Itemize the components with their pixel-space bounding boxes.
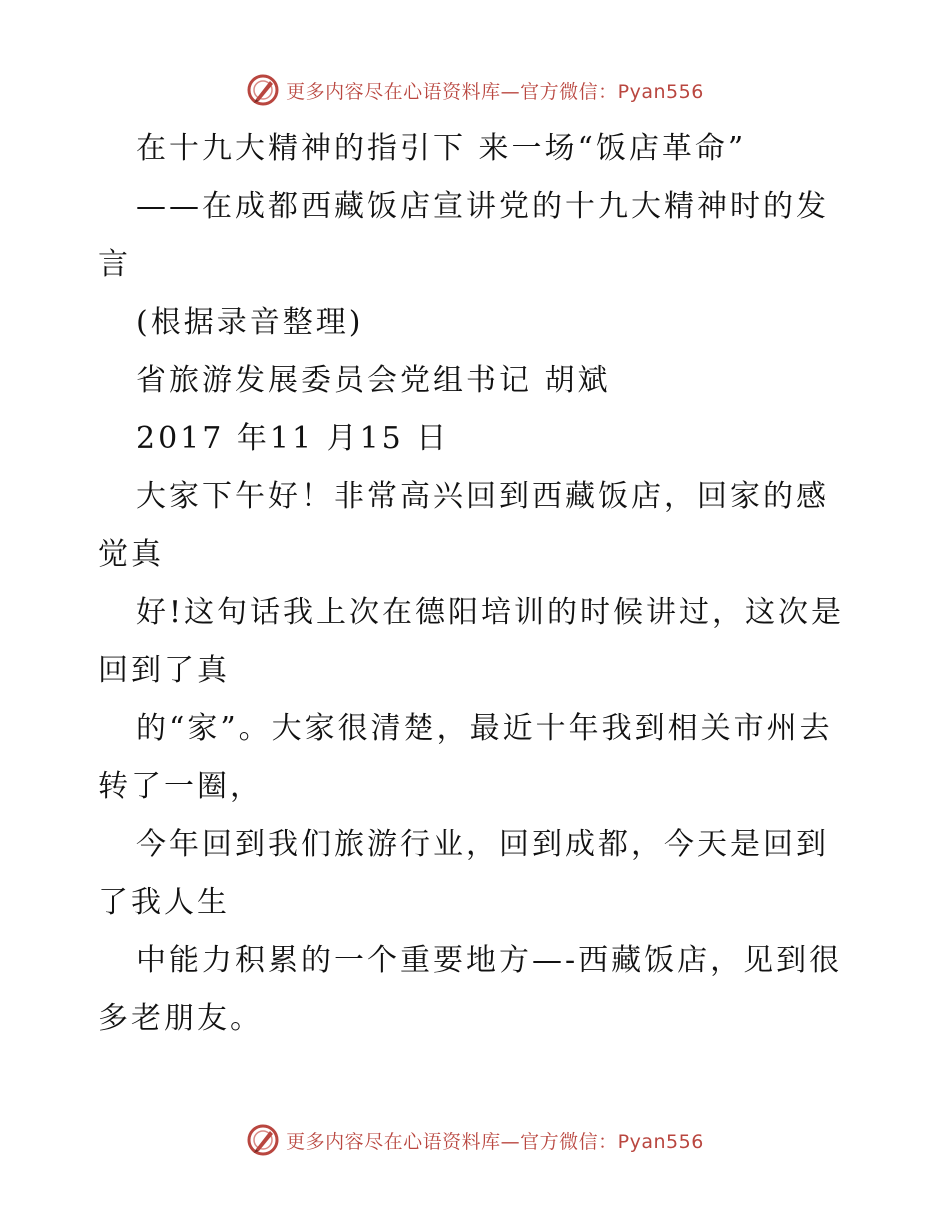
doc-note: (根据录音整理) bbox=[136, 305, 364, 340]
pen-logo-icon bbox=[246, 1123, 280, 1157]
doc-paragraph: 大家下午好！非常高兴回到西藏饭店，回家的感觉真 bbox=[98, 479, 829, 572]
doc-paragraph: 今年回到我们旅游行业，回到成都，今天是回到了我人生 bbox=[98, 827, 829, 920]
doc-title: 在十九大精神的指引下 来一场“饭店革命” bbox=[136, 131, 747, 166]
doc-author: 省旅游发展委员会党组书记 胡斌 bbox=[136, 363, 611, 398]
footer-watermark bbox=[0, 1120, 950, 1160]
doc-subtitle: ——在成都西藏饭店宣讲党的十九大精神时的发言 bbox=[98, 189, 829, 282]
watermark-text: 更多内容尽在心语资料库—官方微信：Pyan556 bbox=[286, 80, 704, 103]
pen-logo-icon bbox=[246, 73, 280, 107]
watermark-text: 更多内容尽在心语资料库—官方微信：Pyan556 bbox=[286, 1130, 704, 1153]
watermark-group bbox=[246, 1123, 704, 1157]
doc-paragraph: 好!这句话我上次在德阳培训的时候讲过，这次是回到了真 bbox=[98, 595, 845, 688]
header-watermark bbox=[0, 70, 950, 110]
doc-paragraph: 中能力积累的一个重要地方—-西藏饭店，见到很多老朋友。 bbox=[98, 943, 843, 1036]
doc-paragraph: 的“家”。大家很清楚，最近十年我到相关市州去转了一圈， bbox=[98, 711, 833, 804]
watermark-group bbox=[246, 73, 704, 107]
doc-date: 2017 年11 月15 日 bbox=[136, 421, 450, 456]
